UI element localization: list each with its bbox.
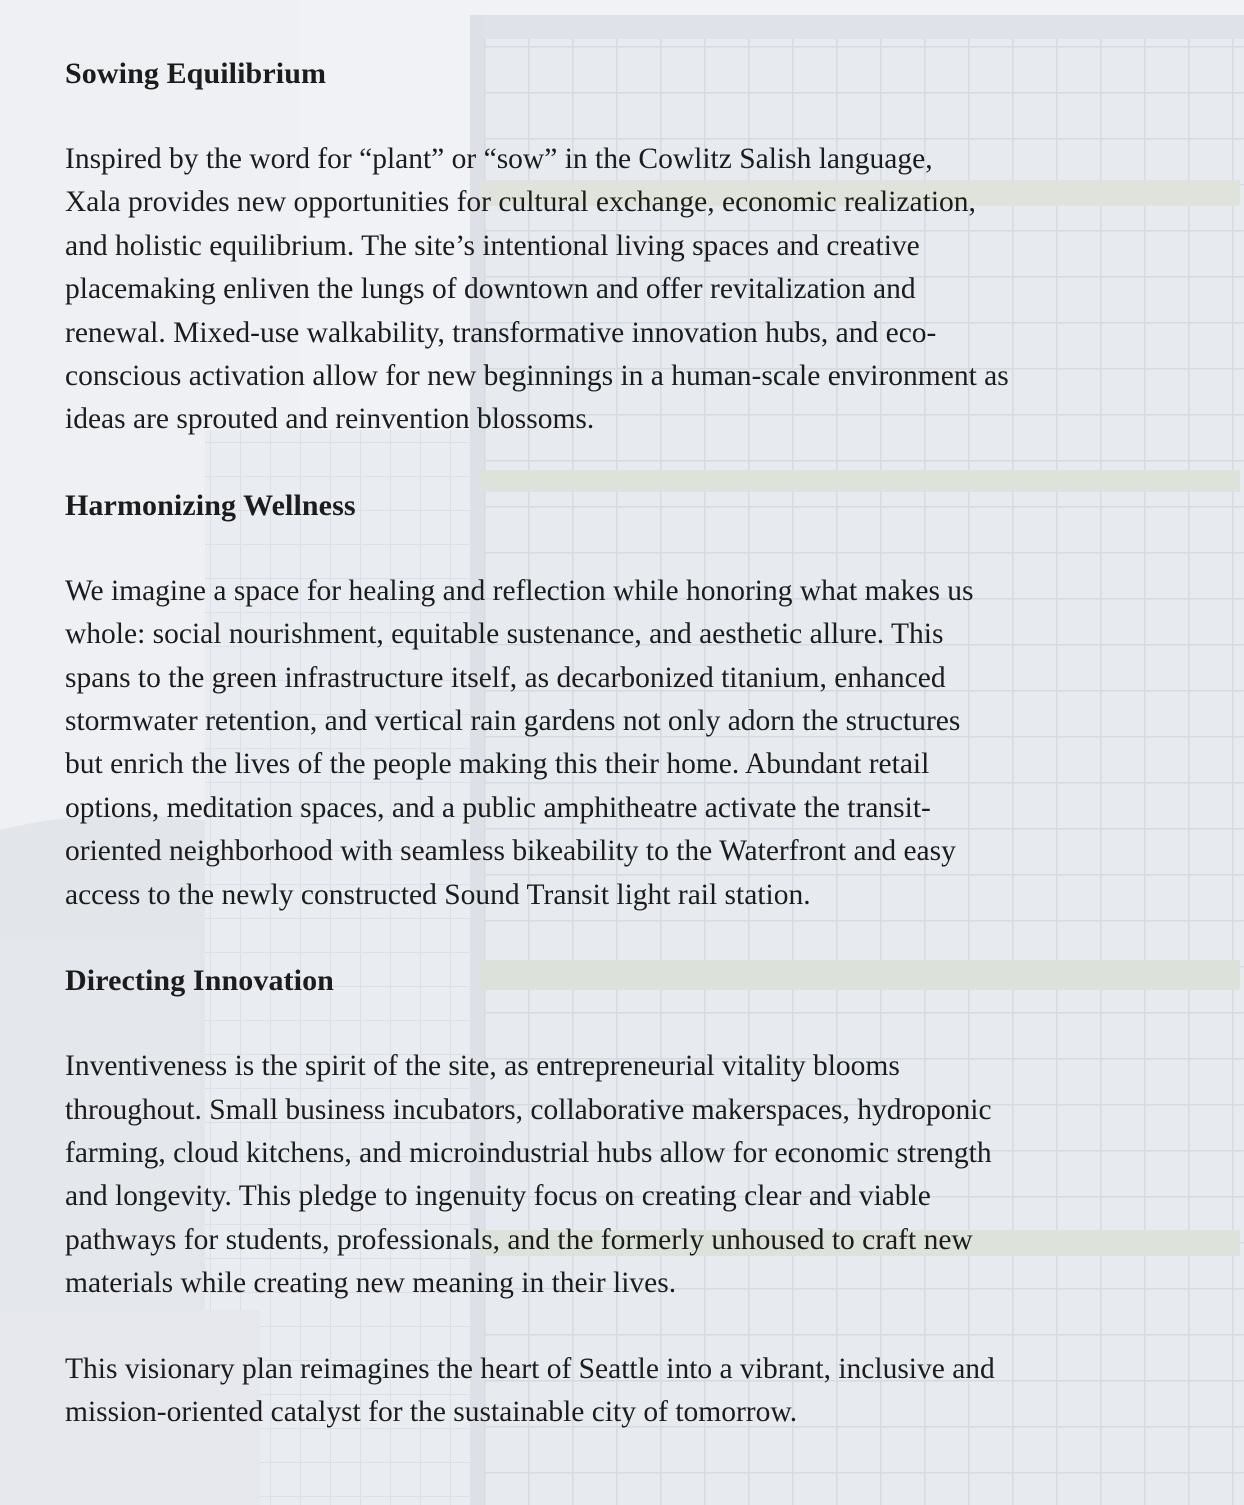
closing-statement bbox=[65, 1348, 1195, 1435]
text-line: but enrich the lives of the people making this their home. Abundant retail bbox=[65, 748, 930, 781]
text-line: whole: social nourishment, equitable sustenance, and aesthetic allure. This bbox=[65, 618, 944, 651]
text-line: access to the newly constructed Sound Transit light rail station. bbox=[65, 878, 811, 911]
section-sowing-equilibrium bbox=[65, 52, 1195, 442]
section-paragraph bbox=[65, 1045, 1195, 1305]
section-paragraph bbox=[65, 570, 1195, 917]
section-paragraph bbox=[65, 138, 1195, 442]
document-body bbox=[65, 52, 1195, 1476]
section-heading: Directing Innovation bbox=[65, 964, 334, 998]
text-line: farming, cloud kitchens, and microindustrial hubs allow for economic strength bbox=[65, 1136, 992, 1169]
text-line: conscious activation allow for new beginnings in a human-scale environment as bbox=[65, 360, 1009, 393]
section-heading: Sowing Equilibrium bbox=[65, 57, 327, 90]
section-harmonizing-wellness bbox=[65, 484, 1195, 917]
text-line: mission-oriented catalyst for the sustainable city of tomorrow. bbox=[65, 1395, 798, 1428]
text-line: renewal. Mixed-use walkability, transformative innovation hubs, and eco- bbox=[65, 316, 937, 349]
section-directing-innovation bbox=[65, 959, 1195, 1305]
text-line: We imagine a space for healing and reflection while honoring what makes us bbox=[65, 574, 974, 607]
text-line: Xala provides new opportunities for cultural exchange, economic realization, bbox=[65, 186, 976, 219]
text-line: Inventiveness is the spirit of the site, as entrepreneurial vitality blooms bbox=[65, 1050, 900, 1083]
text-line: stormwater retention, and vertical rain gardens not only adorn the structures bbox=[65, 705, 961, 738]
text-line: pathways for students, professionals, and the formerly unhoused to craft new bbox=[65, 1223, 973, 1256]
closing-paragraph bbox=[65, 1348, 1195, 1435]
text-line: placemaking enliven the lungs of downtown and offer revitalization and bbox=[65, 273, 916, 306]
text-line: throughout. Small business incubators, collaborative makerspaces, hydroponic bbox=[65, 1093, 992, 1126]
text-line: Inspired by the word for “plant” or “sow” in the Cowlitz Salish language, bbox=[65, 143, 933, 175]
text-line: options, meditation spaces, and a public amphitheatre activate the transit- bbox=[65, 791, 931, 824]
text-line: materials while creating new meaning in their lives. bbox=[65, 1267, 677, 1300]
text-line: ideas are sprouted and reinvention blossoms. bbox=[65, 403, 595, 436]
section-heading: Harmonizing Wellness bbox=[65, 488, 356, 522]
text-line: This visionary plan reimagines the heart of Seattle into a vibrant, inclusive and bbox=[65, 1352, 995, 1385]
text-line: spans to the green infrastructure itself, as decarbonized titanium, enhanced bbox=[65, 661, 946, 694]
text-line: and holistic equilibrium. The site’s intentional living spaces and creative bbox=[65, 229, 920, 262]
text-line: and longevity. This pledge to ingenuity focus on creating clear and viable bbox=[65, 1180, 931, 1213]
text-line: oriented neighborhood with seamless bikeability to the Waterfront and easy bbox=[65, 835, 956, 868]
